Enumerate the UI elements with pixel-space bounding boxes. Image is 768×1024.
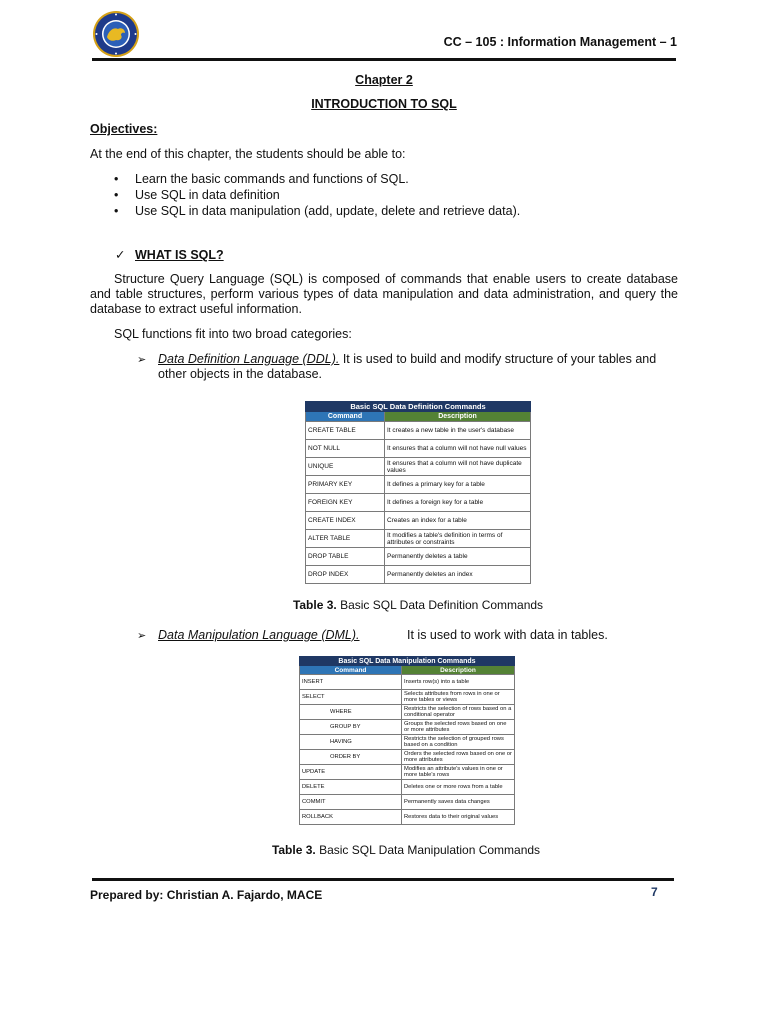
description-cell: Restricts the selection of grouped rows based on a condition bbox=[402, 735, 515, 750]
description-cell: Creates an index for a table bbox=[385, 512, 531, 530]
description-cell: It ensures that a column will not have null values bbox=[385, 440, 531, 458]
dml-commands-table bbox=[299, 656, 515, 825]
command-cell: NOT NULL bbox=[306, 440, 385, 458]
table-row bbox=[300, 675, 515, 690]
command-cell: UPDATE bbox=[300, 765, 402, 780]
arrow-bullet-icon: ➢ bbox=[137, 354, 147, 366]
bullet-icon: • bbox=[114, 204, 119, 218]
description-cell: Permanently saves data changes bbox=[402, 795, 515, 810]
column-header-command: Command bbox=[306, 412, 385, 422]
table-row bbox=[300, 765, 515, 780]
description-cell: Deletes one or more rows from a table bbox=[402, 780, 515, 795]
chapter-label: Chapter 2 bbox=[355, 73, 413, 87]
table-row bbox=[306, 512, 531, 530]
description-cell: It defines a primary key for a table bbox=[385, 476, 531, 494]
table-row bbox=[306, 476, 531, 494]
objectives-list bbox=[114, 171, 520, 219]
checkmark-icon: ✓ bbox=[115, 248, 126, 262]
table-row bbox=[306, 494, 531, 512]
footer-divider bbox=[92, 878, 674, 881]
table-row bbox=[300, 705, 515, 720]
command-cell: FOREIGN KEY bbox=[306, 494, 385, 512]
ddl-paragraph bbox=[158, 352, 683, 382]
command-cell: INSERT bbox=[300, 675, 402, 690]
description-cell: Groups the selected rows based on one or more attributes bbox=[402, 720, 515, 735]
command-cell: ALTER TABLE bbox=[306, 530, 385, 548]
table-row bbox=[300, 750, 515, 765]
table-row bbox=[306, 458, 531, 476]
description-cell: It creates a new table in the user's database bbox=[385, 422, 531, 440]
table-row bbox=[306, 530, 531, 548]
column-header-description: Description bbox=[402, 666, 515, 675]
section-heading: WHAT IS SQL? bbox=[135, 248, 224, 262]
description-cell: It modifies a table's definition in terms of attributes or constraints bbox=[385, 530, 531, 548]
list-item bbox=[114, 203, 520, 219]
command-cell: CREATE TABLE bbox=[306, 422, 385, 440]
column-header-description: Description bbox=[385, 412, 531, 422]
command-cell: GROUP BY bbox=[300, 720, 402, 735]
table-row bbox=[300, 810, 515, 825]
chapter-title: INTRODUCTION TO SQL bbox=[311, 97, 457, 111]
ddl-term: Data Definition Language (DDL). bbox=[158, 352, 340, 366]
column-header-command: Command bbox=[300, 666, 402, 675]
objective-text: Learn the basic commands and functions of SQL. bbox=[135, 172, 409, 186]
description-cell: Permanently deletes a table bbox=[385, 548, 531, 566]
dml-table-caption bbox=[0, 843, 768, 857]
table-title: Basic SQL Data Manipulation Commands bbox=[300, 657, 515, 666]
objectives-heading: Objectives: bbox=[90, 122, 158, 136]
caption-text: Basic SQL Data Manipulation Commands bbox=[315, 843, 541, 857]
description-cell: It defines a foreign key for a table bbox=[385, 494, 531, 512]
command-cell: WHERE bbox=[300, 705, 402, 720]
table-row bbox=[300, 795, 515, 810]
command-cell: CREATE INDEX bbox=[306, 512, 385, 530]
command-cell: DELETE bbox=[300, 780, 402, 795]
description-cell: Restricts the selection of rows based on a conditional operator bbox=[402, 705, 515, 720]
ddl-table-caption bbox=[0, 598, 768, 612]
list-item bbox=[114, 187, 520, 203]
command-cell: ORDER BY bbox=[300, 750, 402, 765]
list-item bbox=[114, 171, 520, 187]
prepared-by: Prepared by: Christian A. Fajardo, MACE bbox=[90, 888, 323, 902]
table-title: Basic SQL Data Definition Commands bbox=[306, 402, 531, 412]
table-row bbox=[300, 720, 515, 735]
ddl-description: It is used to build and modify structure of your tables and other objects in the database. bbox=[158, 352, 657, 381]
command-cell: PRIMARY KEY bbox=[306, 476, 385, 494]
caption-text: Basic SQL Data Definition Commands bbox=[336, 598, 544, 612]
objective-text: Use SQL in data definition bbox=[135, 188, 280, 202]
objectives-intro: At the end of this chapter, the students should be able to: bbox=[90, 147, 406, 161]
description-cell: It ensures that a column will not have duplicate values bbox=[385, 458, 531, 476]
dml-term: Data Manipulation Language (DML). bbox=[158, 628, 360, 642]
description-cell: Orders the selected rows based on one or more attributes bbox=[402, 750, 515, 765]
bullet-icon: • bbox=[114, 172, 119, 186]
command-cell: UNIQUE bbox=[306, 458, 385, 476]
header-divider bbox=[92, 58, 676, 61]
objective-text: Use SQL in data manipulation (add, update, delete and retrieve data). bbox=[135, 204, 521, 218]
command-cell: DROP TABLE bbox=[306, 548, 385, 566]
description-cell: Restores data to their original values bbox=[402, 810, 515, 825]
dml-description: It is used to work with data in tables. bbox=[407, 628, 608, 642]
command-cell: ROLLBACK bbox=[300, 810, 402, 825]
table-row bbox=[306, 566, 531, 584]
categories-intro: SQL functions fit into two broad categories: bbox=[114, 327, 352, 341]
arrow-bullet-icon: ➢ bbox=[137, 630, 147, 642]
ddl-commands-table bbox=[305, 401, 531, 584]
description-cell: Modifies an attribute's values in one or more table's rows bbox=[402, 765, 515, 780]
university-seal-logo bbox=[92, 10, 140, 58]
table-row bbox=[306, 422, 531, 440]
caption-label: Table 3. bbox=[292, 598, 337, 612]
table-row bbox=[300, 780, 515, 795]
table-row bbox=[306, 440, 531, 458]
command-cell: COMMIT bbox=[300, 795, 402, 810]
command-cell: HAVING bbox=[300, 735, 402, 750]
sql-definition-paragraph: Structure Query Language (SQL) is composed of commands that enable users to create database and table structures, perform various types of data manipulation and data administration, and query the database to extract useful information. bbox=[90, 272, 678, 316]
table-row bbox=[306, 548, 531, 566]
description-cell: Permanently deletes an index bbox=[385, 566, 531, 584]
description-cell: Selects attributes from rows in one or more tables or views bbox=[402, 690, 515, 705]
caption-label: Table 3. bbox=[271, 843, 316, 857]
page-number: 7 bbox=[651, 885, 658, 899]
command-cell: SELECT bbox=[300, 690, 402, 705]
description-cell: Inserts row(s) into a table bbox=[402, 675, 515, 690]
bullet-icon: • bbox=[114, 188, 119, 202]
table-row bbox=[300, 690, 515, 705]
command-cell: DROP INDEX bbox=[306, 566, 385, 584]
table-row bbox=[300, 735, 515, 750]
course-title: CC – 105 : Information Management – 1 bbox=[443, 35, 677, 49]
